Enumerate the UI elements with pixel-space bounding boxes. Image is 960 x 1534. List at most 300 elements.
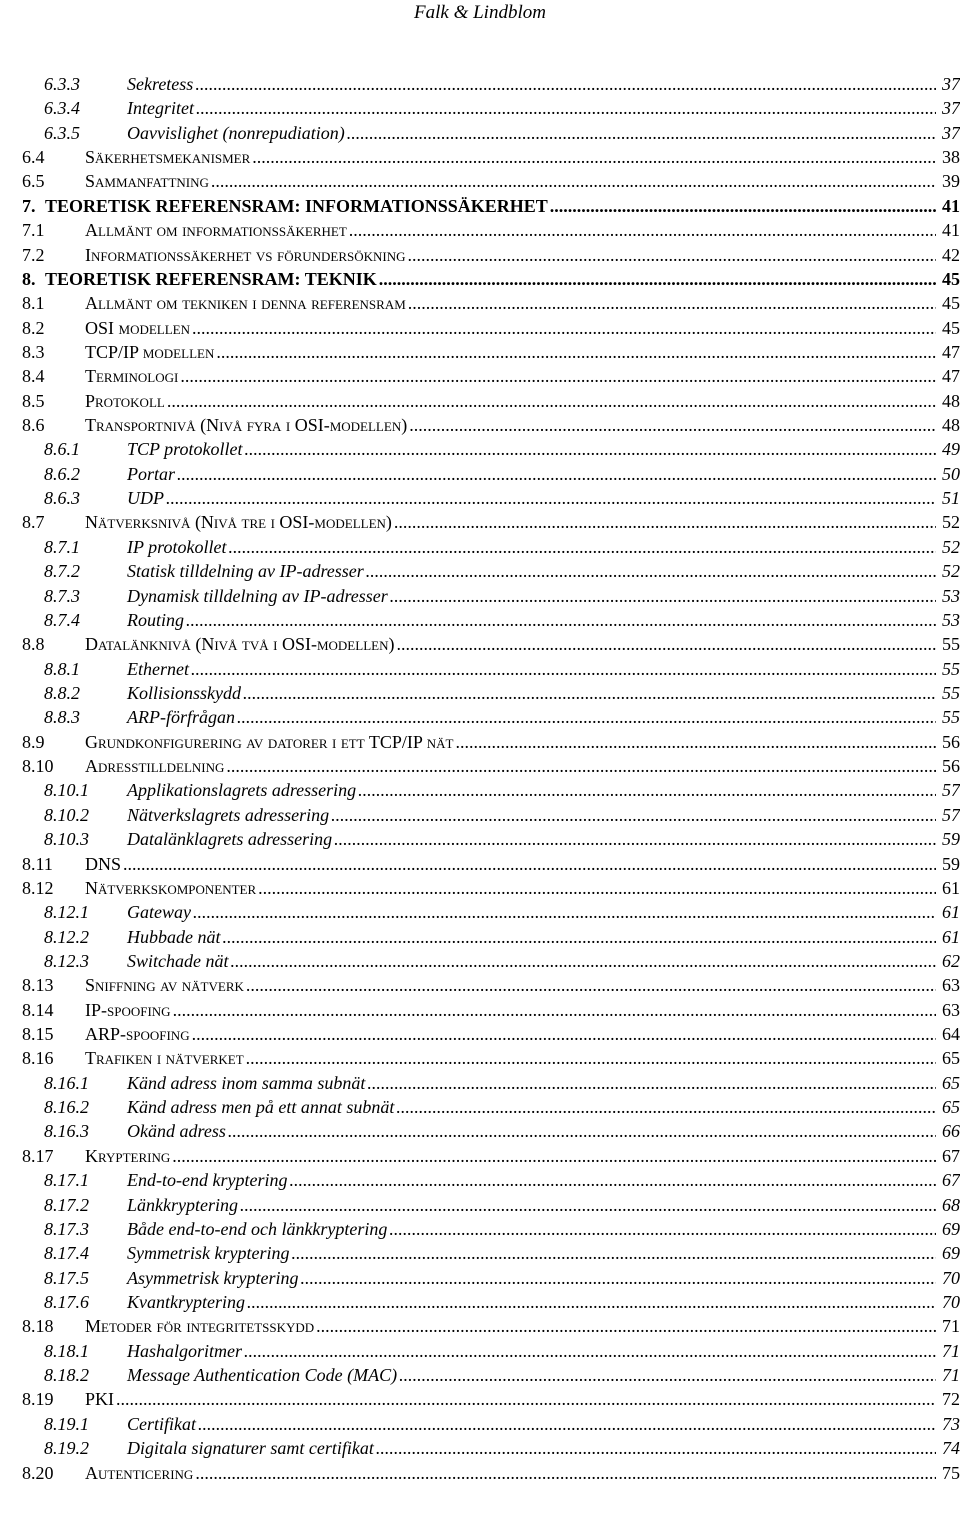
toc-entry[interactable] [0,96,960,120]
toc-entry-number: 8.17 [22,1145,54,1166]
toc-leader-dots [409,413,936,437]
toc-entry-number: 8.15 [22,1024,54,1045]
toc-entry[interactable] [0,876,960,900]
toc-leader-dots [247,1290,936,1314]
toc-entry-title-wrap [85,730,938,754]
toc-leader-dots [376,1436,936,1460]
toc-entry-title: Kvantkryptering [127,1292,245,1312]
toc-entry-title-wrap [127,778,938,802]
toc-leader-dots [396,1095,936,1119]
toc-leader-dots [349,218,936,242]
toc-entry[interactable] [0,827,960,851]
toc-entry-title: Gateway [127,902,191,923]
toc-leader-dots [193,900,936,924]
toc-entry-title: Routing [127,609,184,630]
toc-entry-number: 8.20 [22,1462,54,1483]
toc-entry-title: Datalänknivå (Nivå två i OSI-modellen) [85,634,395,655]
toc-entry[interactable] [0,705,960,729]
toc-entry-page: 69 [942,1243,960,1264]
toc-entry-number: 8.17.2 [44,1194,89,1215]
toc-leader-dots [226,754,936,778]
toc-entry-page: 59 [942,829,960,850]
toc-entry-page: 45 [942,317,960,338]
toc-entry-number: 8.17.6 [44,1292,89,1312]
toc-entry-title-wrap [127,72,938,96]
toc-entry[interactable] [0,413,960,437]
toc-entry-page: 69 [942,1218,960,1239]
toc-leader-dots [216,340,936,364]
toc-entry-number: 8.8.1 [44,658,80,679]
toc-entry-title-wrap [85,1046,938,1070]
toc-entry-title: Sammanfattning [85,171,209,192]
toc-entry-page: 61 [942,902,960,923]
toc-entry[interactable] [0,632,960,656]
toc-entry-page: 66 [942,1121,960,1142]
toc-entry-title: Message Authentication Code (MAC) [127,1365,398,1386]
toc-leader-dots [223,925,937,949]
toc-entry-number: 8.10.2 [44,804,89,825]
toc-entry-page: 56 [942,756,960,777]
toc-entry-number: 8.19 [22,1389,54,1410]
toc-entry-title-wrap [127,96,938,120]
toc-entry[interactable] [0,852,960,876]
toc-leader-dots [316,1314,936,1338]
toc-entry-title: Hubbade nät [127,926,221,947]
toc-entry-number: 8.13 [22,975,54,996]
toc-leader-dots [198,1412,936,1436]
toc-leader-dots [291,1241,936,1265]
toc-entry[interactable] [0,1387,960,1411]
toc-entry-title: Känd adress men på ett annat subnät [127,1097,395,1118]
toc-entry[interactable] [0,243,960,267]
toc-entry[interactable] [0,998,960,1022]
toc-entry-title: Sekretess [127,74,194,94]
toc-entry[interactable] [0,973,960,997]
toc-entry-title: Asymmetrisk kryptering [127,1267,299,1288]
page-header [0,0,960,30]
toc-entry[interactable] [0,437,960,461]
toc-entry-page: 51 [942,488,960,509]
toc-leader-dots [180,364,936,388]
toc-entry-title-wrap [85,340,938,364]
toc-entry-title: Okänd adress [127,1121,226,1142]
toc-entry-title: Statisk tilldelning av IP-adresser [127,561,364,582]
toc-entry-page: 65 [942,1048,960,1069]
toc-entry-title: Både end-to-end och länkkryptering [127,1218,388,1239]
toc-entry-title-wrap [127,462,938,486]
toc-entry-number: 8.18 [22,1316,54,1337]
toc-entry-number: 8.4 [22,366,45,387]
toc-leader-dots [246,973,936,997]
toc-entry-number: 8.6.3 [44,488,80,509]
toc-leader-dots [172,1144,936,1168]
toc-leader-dots [408,243,936,267]
toc-entry[interactable] [0,145,960,169]
toc-entry-number: 8.7.4 [44,609,80,630]
toc-entry-title: Kryptering [85,1145,171,1166]
toc-entry-title: Adresstilldelning [85,756,225,777]
toc-entry-title: Transportnivå (Nivå fyra i OSI-modellen) [85,415,408,436]
toc-entry-page: 70 [942,1292,960,1312]
toc-entry-number: 8.10.3 [44,829,89,850]
toc-entry-page: 41 [942,220,960,241]
toc-entry-page: 65 [942,1072,960,1093]
toc-leader-dots [334,827,936,851]
toc-entry-page: 71 [942,1316,960,1337]
toc-entry-title: Certifikat [127,1413,196,1434]
toc-entry-page: 67 [942,1170,960,1191]
toc-entry[interactable] [0,1339,960,1363]
toc-entry-page: 56 [942,731,960,752]
toc-leader-dots [245,437,936,461]
toc-entry[interactable] [0,1461,960,1485]
toc-entry-title-wrap [127,608,938,632]
toc-entry-number: 8.1 [22,293,45,314]
toc-entry-number: 8.8 [22,634,45,655]
toc-entry-title: IP-spoofing [85,999,171,1020]
toc-entry-title-wrap [127,1363,938,1387]
toc-entry-number: 8.3 [22,341,45,362]
toc-entry[interactable] [0,657,960,681]
toc-entry-page: 42 [942,244,960,265]
toc-entry-number: 8.16.2 [44,1097,89,1118]
toc-entry-title: Allmänt om tekniken i denna referensram [85,293,406,314]
toc-entry-title: ARP-förfrågan [127,707,235,728]
toc-leader-dots [300,1266,936,1290]
toc-entry-number: 6.3.5 [44,122,80,143]
toc-entry[interactable] [0,340,960,364]
toc-entry-number: 8.6.2 [44,463,80,484]
toc-entry-page: 55 [942,634,960,655]
toc-leader-dots [289,1168,936,1192]
toc-leader-dots [192,1022,936,1046]
toc-entry[interactable] [0,1217,960,1241]
toc-entry[interactable] [0,1022,960,1046]
toc-entry-title-wrap [127,900,938,924]
toc-entry-number: 6.3.4 [44,98,80,119]
toc-entry-page: 57 [942,804,960,825]
toc-entry-title: Grundkonfigurering av datorer i ett TCP/IP nät [85,731,454,752]
toc-entry-number: 8.17.5 [44,1267,89,1288]
toc-entry[interactable] [0,608,960,632]
toc-entry-number: 8.6.1 [44,439,80,460]
toc-entry[interactable] [0,510,960,534]
toc-entry-title: ARP-spoofing [85,1024,190,1045]
toc-leader-dots [186,608,936,632]
toc-entry-number: 8.10.1 [44,780,89,801]
toc-entry-title: Oavvislighet (nonrepudiation) [127,122,345,143]
toc-entry-title: IP protokollet [127,536,227,557]
toc-entry[interactable] [0,462,960,486]
toc-entry[interactable] [0,1119,960,1143]
toc-entry-title: Nätverksnivå (Nivå tre i OSI-modellen) [85,512,392,533]
toc-entry-title-wrap [85,364,938,388]
toc-entry-title: Autenticering [85,1462,194,1483]
toc-entry[interactable] [0,1290,960,1314]
toc-leader-dots [228,535,936,559]
toc-entry-title: Applikationslagrets adressering [127,780,357,801]
toc-entry-number: 7.1 [22,220,45,241]
toc-entry-page: 61 [942,877,960,898]
toc-entry-page: 47 [942,366,960,387]
toc-leader-dots [399,1363,936,1387]
toc-entry[interactable] [0,1412,960,1436]
toc-entry[interactable] [0,1144,960,1168]
toc-entry[interactable] [0,291,960,315]
toc-entry-title: Länkkryptering [127,1194,238,1215]
toc-entry-title: Allmänt om informationssäkerhet [85,220,347,241]
toc-leader-dots [195,72,936,96]
toc-entry-title-wrap [127,121,938,145]
toc-entry-title-wrap [85,1387,938,1411]
toc-entry-number: 8.8.2 [44,683,80,703]
toc-entry-number: 8.7.1 [44,536,80,557]
toc-entry-page: 63 [942,975,960,996]
toc-entry-page: 37 [942,122,960,143]
toc-entry-title-wrap [45,194,938,218]
toc-entry-number: 8.7 [22,512,45,533]
toc-entry[interactable] [0,584,960,608]
toc-entry-title: TEORETISK REFERENSRAM: TEKNIK [45,268,377,289]
toc-entry[interactable] [0,1071,960,1095]
toc-leader-dots [394,510,936,534]
toc-entry-page: 45 [942,293,960,314]
toc-entry-title-wrap [127,1119,938,1143]
toc-entry[interactable] [0,267,960,291]
toc-leader-dots [231,949,937,973]
toc-entry-title-wrap [127,1193,938,1217]
toc-entry-title-wrap [127,584,938,608]
toc-entry-title-wrap [85,632,938,656]
toc-entry-number: 7. [22,195,36,216]
toc-entry-page: 52 [942,561,960,582]
toc-entry-page: 53 [942,609,960,630]
toc-entry-title-wrap [85,1461,938,1485]
toc-entry-page: 57 [942,780,960,801]
toc-entry-title-wrap [85,316,938,340]
toc-entry-page: 41 [942,195,960,216]
toc-entry-title: Integritet [127,98,194,119]
toc-entry-number: 8.14 [22,999,54,1020]
toc-entry-number: 6.3.3 [44,74,80,94]
toc-entry-page: 55 [942,658,960,679]
toc-entry-number: 8.16.3 [44,1121,89,1142]
toc-entry[interactable] [0,803,960,827]
toc-entry[interactable] [0,778,960,802]
toc-entry-title-wrap [85,754,938,778]
toc-leader-dots [390,584,936,608]
toc-entry-title-wrap [85,169,938,193]
toc-entry[interactable] [0,1436,960,1460]
toc-leader-dots [244,1339,936,1363]
toc-entry[interactable] [0,900,960,924]
toc-entry-title-wrap [85,1144,938,1168]
toc-entry-title-wrap [127,535,938,559]
toc-entry-title-wrap [85,876,938,900]
toc-entry[interactable] [0,1241,960,1265]
toc-entry-title-wrap [127,1217,938,1241]
toc-entry-page: 39 [942,171,960,192]
toc-entry-title: TCP protokollet [127,439,243,460]
toc-entry-page: 63 [942,999,960,1020]
toc-entry-page: 52 [942,536,960,557]
toc-entry-number: 8.7.3 [44,585,80,606]
toc-entry-title-wrap [85,1314,938,1338]
toc-entry-title-wrap [127,681,938,705]
toc-entry[interactable] [0,486,960,510]
toc-entry-title: Metoder för integritetsskydd [85,1316,315,1337]
toc-entry-number: 8.7.2 [44,561,80,582]
toc-entry-title-wrap [85,243,938,267]
toc-entry-title-wrap [85,973,938,997]
toc-entry[interactable] [0,1314,960,1338]
toc-entry-title: TEORETISK REFERENSRAM: INFORMATIONSSÄKERHET [45,195,548,216]
toc-entry-page: 55 [942,683,960,703]
toc-entry-page: 47 [942,341,960,362]
toc-entry[interactable] [0,1193,960,1217]
toc-entry-title-wrap [127,437,938,461]
toc-entry-page: 74 [942,1438,960,1459]
toc-entry[interactable] [0,754,960,778]
toc-entry[interactable] [0,194,960,218]
toc-leader-dots [166,486,936,510]
toc-entry[interactable] [0,316,960,340]
toc-entry[interactable] [0,730,960,754]
toc-entry-title: Terminologi [85,366,179,387]
toc-entry-title: Kollisionsskydd [127,683,242,703]
toc-leader-dots [243,681,936,705]
toc-entry-title-wrap [45,267,938,291]
toc-entry-page: 50 [942,463,960,484]
toc-entry-number: 6.4 [22,147,45,168]
toc-entry-title-wrap [127,705,938,729]
toc-entry-title-wrap [127,1071,938,1095]
toc-entry-number: 8.12 [22,877,54,898]
toc-leader-dots [123,852,936,876]
toc-leader-dots [550,194,936,218]
toc-entry-title: Trafiken i nätverket [85,1048,244,1069]
toc-entry[interactable] [0,1363,960,1387]
toc-leader-dots [240,1193,936,1217]
toc-entry[interactable] [0,559,960,583]
toc-entry-title: OSI modellen [85,317,190,338]
toc-entry-title: End-to-end kryptering [127,1170,288,1191]
toc-entry[interactable] [0,535,960,559]
toc-entry-number: 7.2 [22,244,45,265]
toc-entry[interactable] [0,1095,960,1119]
toc-entry-number: 8.12.2 [44,926,89,947]
toc-entry-title: Säkerhetsmekanismer [85,147,251,168]
toc-leader-dots [358,778,936,802]
toc-entry-title-wrap [85,291,938,315]
toc-entry-number: 8.19.1 [44,1413,89,1434]
toc-entry[interactable] [0,121,960,145]
toc-entry-number: 6.5 [22,171,45,192]
toc-entry[interactable] [0,389,960,413]
toc-entry[interactable] [0,681,960,705]
toc-entry-title-wrap [85,852,938,876]
toc-entry-title-wrap [127,559,938,583]
toc-entry-title-wrap [85,998,938,1022]
toc-entry[interactable] [0,949,960,973]
toc-leader-dots [211,169,936,193]
toc-entry-title-wrap [85,1022,938,1046]
toc-entry-page: 68 [942,1194,960,1215]
toc-entry[interactable] [0,364,960,388]
toc-entry-title-wrap [127,1241,938,1265]
toc-entry-page: 70 [942,1267,960,1288]
toc-entry[interactable] [0,1168,960,1192]
toc-leader-dots [177,462,936,486]
toc-entry-page: 61 [942,926,960,947]
toc-entry[interactable] [0,925,960,949]
toc-entry-page: 65 [942,1097,960,1118]
toc-entry-page: 75 [942,1462,960,1483]
toc-leader-dots [331,803,936,827]
toc-entry[interactable] [0,1266,960,1290]
toc-entry[interactable] [0,1046,960,1070]
toc-entry-title-wrap [127,486,938,510]
toc-entry-page: 71 [942,1365,960,1386]
toc-entry-page: 71 [942,1340,960,1361]
toc-entry-page: 48 [942,415,960,436]
toc-leader-dots [237,705,936,729]
toc-entry-title: UDP [127,488,164,509]
toc-entry-number: 8.12.3 [44,950,89,971]
toc-entry-page: 37 [942,98,960,119]
toc-entry-title-wrap [127,1266,938,1290]
toc-entry[interactable] [0,218,960,242]
toc-leader-dots [379,267,936,291]
toc-entry-title-wrap [85,218,938,242]
toc-entry-page: 62 [942,950,960,971]
toc-entry-number: 8.12.1 [44,902,89,923]
toc-leader-dots [366,559,936,583]
toc-leader-dots [195,1461,936,1485]
toc-entry-title-wrap [127,1168,938,1192]
toc-entry-title: Ethernet [127,658,189,679]
toc-entry-title: Protokoll [85,390,165,411]
toc-entry-number: 8.16.1 [44,1072,89,1093]
toc-entry-title-wrap [127,803,938,827]
toc-entry-title-wrap [127,1412,938,1436]
toc-entry-number: 8.17.4 [44,1243,89,1264]
toc-leader-dots [116,1387,936,1411]
toc-entry-title: Symmetrisk kryptering [127,1243,290,1264]
toc-entry-number: 8.16 [22,1048,54,1069]
toc-entry-title-wrap [127,1095,938,1119]
toc-entry-title: Nätverkslagrets adressering [127,804,330,825]
toc-entry-title: TCP/IP modellen [85,341,215,362]
toc-entry[interactable] [0,72,960,96]
toc-leader-dots [258,876,936,900]
toc-leader-dots [455,730,936,754]
toc-entry-title-wrap [127,657,938,681]
toc-entry-page: 55 [942,707,960,728]
toc-leader-dots [167,389,936,413]
toc-entry[interactable] [0,169,960,193]
toc-entry-number: 8.17.1 [44,1170,89,1191]
toc-leader-dots [396,632,936,656]
toc-leader-dots [252,145,936,169]
toc-entry-title-wrap [85,510,938,534]
toc-entry-page: 72 [942,1389,960,1410]
toc-entry-page: 45 [942,268,960,289]
toc-leader-dots [192,316,936,340]
toc-entry-title-wrap [127,1436,938,1460]
toc-entry-title-wrap [127,1339,938,1363]
toc-entry-title-wrap [85,389,938,413]
